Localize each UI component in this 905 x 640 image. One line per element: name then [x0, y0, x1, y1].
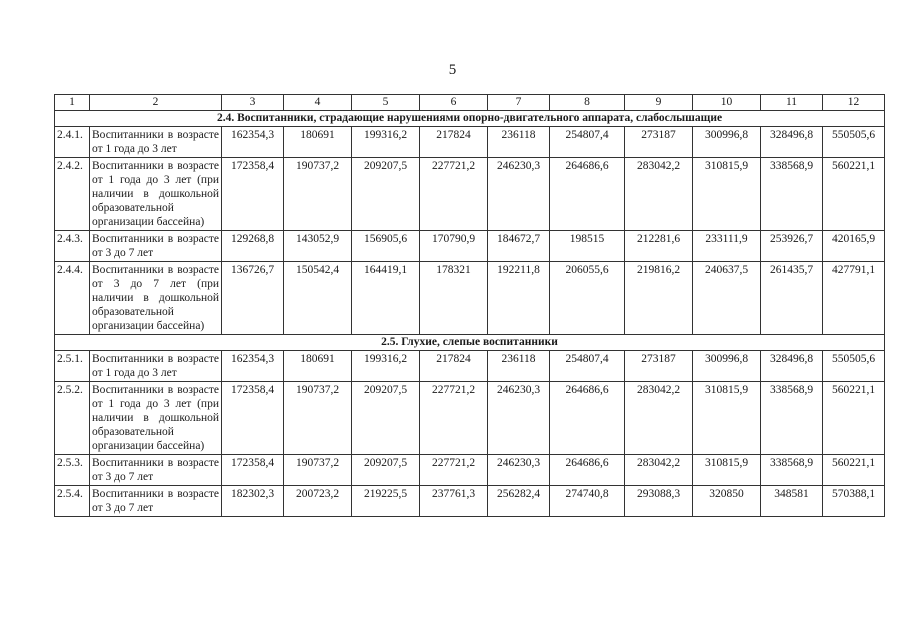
column-number: 1 — [55, 95, 90, 111]
value-cell: 420165,9 — [823, 231, 885, 262]
row-code: 2.5.3. — [55, 455, 90, 486]
value-cell: 143052,9 — [284, 231, 352, 262]
value-cell: 283042,2 — [625, 455, 693, 486]
value-cell: 190737,2 — [284, 382, 352, 455]
column-number: 3 — [222, 95, 284, 111]
value-cell: 172358,4 — [222, 158, 284, 231]
value-cell: 198515 — [550, 231, 625, 262]
value-cell: 550505,6 — [823, 351, 885, 382]
row-description: Воспитанники в возрасте от 1 года до 3 лет (при наличии в дошкольной образовательной организации бассейна) — [90, 158, 222, 231]
value-cell: 156905,6 — [352, 231, 420, 262]
row-code: 2.4.2. — [55, 158, 90, 231]
section-header-row — [55, 335, 885, 351]
value-cell: 236118 — [488, 127, 550, 158]
value-cell: 180691 — [284, 351, 352, 382]
tariff-table — [54, 94, 885, 517]
value-cell: 264686,6 — [550, 382, 625, 455]
value-cell: 427791,1 — [823, 262, 885, 335]
value-cell: 150542,4 — [284, 262, 352, 335]
value-cell: 162354,3 — [222, 351, 284, 382]
row-code: 2.5.1. — [55, 351, 90, 382]
value-cell: 264686,6 — [550, 455, 625, 486]
section-header-row — [55, 111, 885, 127]
section-title: 2.5. Глухие, слепые воспитанники — [55, 335, 885, 351]
value-cell: 293088,3 — [625, 486, 693, 517]
column-number: 5 — [352, 95, 420, 111]
value-cell: 328496,8 — [761, 351, 823, 382]
value-cell: 236118 — [488, 351, 550, 382]
value-cell: 300996,8 — [693, 351, 761, 382]
table-row — [55, 262, 885, 335]
value-cell: 199316,2 — [352, 127, 420, 158]
value-cell: 320850 — [693, 486, 761, 517]
row-code: 2.4.1. — [55, 127, 90, 158]
value-cell: 550505,6 — [823, 127, 885, 158]
value-cell: 273187 — [625, 351, 693, 382]
column-number: 2 — [90, 95, 222, 111]
value-cell: 209207,5 — [352, 158, 420, 231]
value-cell: 338568,9 — [761, 382, 823, 455]
value-cell: 178321 — [420, 262, 488, 335]
value-cell: 254807,4 — [550, 127, 625, 158]
value-cell: 310815,9 — [693, 158, 761, 231]
value-cell: 162354,3 — [222, 127, 284, 158]
row-code: 2.4.3. — [55, 231, 90, 262]
value-cell: 172358,4 — [222, 382, 284, 455]
value-cell: 560221,1 — [823, 455, 885, 486]
column-number: 8 — [550, 95, 625, 111]
value-cell: 261435,7 — [761, 262, 823, 335]
row-description: Воспитанники в возрасте от 3 до 7 лет — [90, 486, 222, 517]
value-cell: 199316,2 — [352, 351, 420, 382]
value-cell: 172358,4 — [222, 455, 284, 486]
value-cell: 219816,2 — [625, 262, 693, 335]
page-number: 5 — [448, 62, 457, 78]
value-cell: 217824 — [420, 127, 488, 158]
table-row — [55, 455, 885, 486]
value-cell: 338568,9 — [761, 158, 823, 231]
row-code: 2.5.4. — [55, 486, 90, 517]
row-description: Воспитанники в возрасте от 3 до 7 лет — [90, 455, 222, 486]
value-cell: 246230,3 — [488, 158, 550, 231]
value-cell: 227721,2 — [420, 158, 488, 231]
column-number: 12 — [823, 95, 885, 111]
value-cell: 246230,3 — [488, 455, 550, 486]
value-cell: 219225,5 — [352, 486, 420, 517]
value-cell: 180691 — [284, 127, 352, 158]
value-cell: 206055,6 — [550, 262, 625, 335]
value-cell: 256282,4 — [488, 486, 550, 517]
value-cell: 246230,3 — [488, 382, 550, 455]
column-number-row — [55, 95, 885, 111]
value-cell: 233111,9 — [693, 231, 761, 262]
value-cell: 227721,2 — [420, 455, 488, 486]
value-cell: 310815,9 — [693, 382, 761, 455]
value-cell: 310815,9 — [693, 455, 761, 486]
value-cell: 254807,4 — [550, 351, 625, 382]
value-cell: 217824 — [420, 351, 488, 382]
value-cell: 273187 — [625, 127, 693, 158]
value-cell: 570388,1 — [823, 486, 885, 517]
table-body — [55, 95, 885, 517]
table-row — [55, 127, 885, 158]
table-row — [55, 158, 885, 231]
value-cell: 209207,5 — [352, 455, 420, 486]
value-cell: 300996,8 — [693, 127, 761, 158]
row-description: Воспитанники в возрасте от 1 года до 3 лет (при наличии в дошкольной образовательной организации бассейна) — [90, 382, 222, 455]
value-cell: 190737,2 — [284, 158, 352, 231]
value-cell: 274740,8 — [550, 486, 625, 517]
section-title: 2.4. Воспитанники, страдающие нарушениями опорно-двигательного аппарата, слабослышащие — [55, 111, 885, 127]
value-cell: 283042,2 — [625, 158, 693, 231]
value-cell: 283042,2 — [625, 382, 693, 455]
row-description: Воспитанники в возрасте от 3 до 7 лет — [90, 231, 222, 262]
value-cell: 237761,3 — [420, 486, 488, 517]
column-number: 10 — [693, 95, 761, 111]
value-cell: 328496,8 — [761, 127, 823, 158]
value-cell: 560221,1 — [823, 382, 885, 455]
table-row — [55, 231, 885, 262]
value-cell: 129268,8 — [222, 231, 284, 262]
row-description: Воспитанники в возрасте от 3 до 7 лет (при наличии в дошкольной образовательной организации бассейна) — [90, 262, 222, 335]
column-number: 9 — [625, 95, 693, 111]
value-cell: 338568,9 — [761, 455, 823, 486]
value-cell: 184672,7 — [488, 231, 550, 262]
table-row — [55, 382, 885, 455]
value-cell: 170790,9 — [420, 231, 488, 262]
value-cell: 264686,6 — [550, 158, 625, 231]
value-cell: 164419,1 — [352, 262, 420, 335]
value-cell: 348581 — [761, 486, 823, 517]
row-code: 2.4.4. — [55, 262, 90, 335]
value-cell: 192211,8 — [488, 262, 550, 335]
row-code: 2.5.2. — [55, 382, 90, 455]
value-cell: 182302,3 — [222, 486, 284, 517]
table-row — [55, 486, 885, 517]
value-cell: 200723,2 — [284, 486, 352, 517]
value-cell: 136726,7 — [222, 262, 284, 335]
value-cell: 212281,6 — [625, 231, 693, 262]
value-cell: 560221,1 — [823, 158, 885, 231]
value-cell: 190737,2 — [284, 455, 352, 486]
row-description: Воспитанники в возрасте от 1 года до 3 лет — [90, 351, 222, 382]
value-cell: 240637,5 — [693, 262, 761, 335]
column-number: 6 — [420, 95, 488, 111]
value-cell: 227721,2 — [420, 382, 488, 455]
column-number: 11 — [761, 95, 823, 111]
column-number: 7 — [488, 95, 550, 111]
row-description: Воспитанники в возрасте от 1 года до 3 лет — [90, 127, 222, 158]
value-cell: 253926,7 — [761, 231, 823, 262]
table-row — [55, 351, 885, 382]
column-number: 4 — [284, 95, 352, 111]
value-cell: 209207,5 — [352, 382, 420, 455]
